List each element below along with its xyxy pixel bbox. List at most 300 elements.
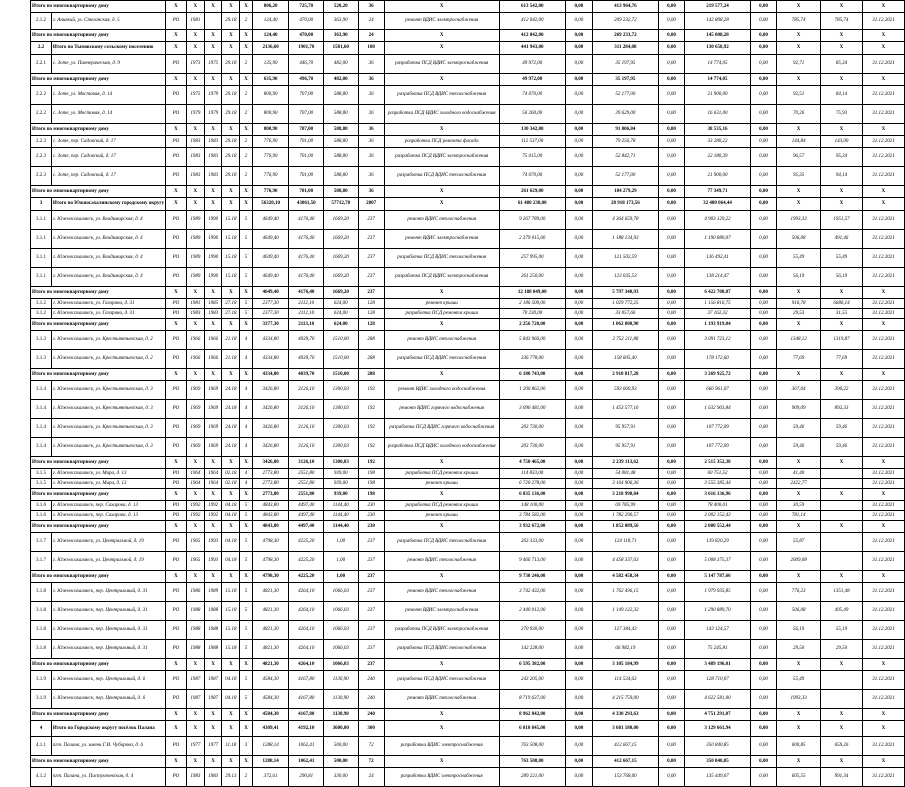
table-cell: 1130,90 xyxy=(323,671,358,690)
table-cell: 5 xyxy=(240,621,253,640)
table-cell: 29.18 xyxy=(222,136,240,148)
table-cell: 04.18 xyxy=(222,533,240,552)
table-cell: 1990 xyxy=(204,230,222,249)
table-cell: 588,80 xyxy=(323,136,358,148)
table-cell: г. Южносахалинск, пер. Центральный, д. 31 xyxy=(51,583,165,602)
table-row xyxy=(31,299,905,309)
table-cell: Итого по многоквартирному дому xyxy=(31,30,166,42)
table-cell: 0,00 xyxy=(750,571,776,583)
table-cell: 3 105 184,99 xyxy=(592,659,658,671)
table-row xyxy=(31,331,905,350)
table-cell: 0,00 xyxy=(565,186,592,198)
table-cell: X xyxy=(777,571,821,583)
table-cell: ремонт ВДИС теплоснабжения xyxy=(384,552,499,571)
table-cell: 482,00 xyxy=(323,74,358,86)
table-cell: 0,00 xyxy=(565,479,592,489)
table-cell: г. Южносахалинск, пер. Центральный, д. 31 xyxy=(51,640,165,659)
table-cell: ремонт крыши xyxy=(384,299,499,309)
table-cell: 4584,30 xyxy=(252,690,289,709)
table-cell: 506,08 xyxy=(777,602,821,621)
table-cell: 0,00 xyxy=(750,709,776,721)
table-cell: 142 228,00 xyxy=(499,640,565,659)
table-cell: 0,00 xyxy=(750,148,776,167)
table-cell: 0,00 xyxy=(658,479,684,489)
table-cell: X xyxy=(821,319,863,331)
table-cell: 2.2.3 xyxy=(31,148,52,167)
table-cell: 9 267 789,00 xyxy=(499,211,565,230)
table-row xyxy=(31,489,905,501)
table-cell: 0,00 xyxy=(658,400,684,419)
table-cell: РО xyxy=(166,552,187,571)
table-cell: РО xyxy=(166,211,187,230)
table-cell: 1966 xyxy=(186,350,204,369)
table-cell: разработка ПСД ВДИС холодного водоснабжения xyxy=(384,438,499,457)
table-cell: 04.18 xyxy=(222,690,240,709)
table-cell: X xyxy=(204,287,222,299)
table-cell: 1 156 816,75 xyxy=(685,299,751,309)
table-cell: 3.1.6 xyxy=(31,501,52,511)
table-cell: разработка ПСД ВДИС теплоснабжения xyxy=(384,167,499,186)
table-cell: 1983 xyxy=(204,309,222,319)
table-cell: 0,00 xyxy=(658,249,684,268)
table-cell: 1964 xyxy=(186,479,204,489)
table-cell: 0,00 xyxy=(565,489,592,501)
table-cell: 0,00 xyxy=(750,381,776,400)
table-cell: 95,34 xyxy=(821,148,863,167)
table-cell: 2 440 012,00 xyxy=(499,602,565,621)
table-cell: 1983 xyxy=(186,148,204,167)
table-row xyxy=(31,13,905,30)
table-cell: 0,00 xyxy=(750,602,776,621)
table-cell: X xyxy=(821,457,863,469)
table-cell: 0,00 xyxy=(658,309,684,319)
table-cell: 127 384,43 xyxy=(592,621,658,640)
table-cell: 56 260,00 xyxy=(499,105,565,124)
table-cell: 8 962 842,00 xyxy=(499,709,565,721)
table-cell: X xyxy=(777,457,821,469)
table-cell: ремонт ВДИС теплоснабжения xyxy=(384,583,499,602)
table-cell: 0,00 xyxy=(750,55,776,74)
table-cell: X xyxy=(166,659,187,671)
table-cell: 4 458 337,63 xyxy=(592,552,658,571)
table-cell: 55,49 xyxy=(777,249,821,268)
table-cell: 0,00 xyxy=(565,511,592,521)
table-cell: РО xyxy=(166,671,187,690)
table-cell: 130 658,92 xyxy=(685,42,751,55)
table-cell: 04.18 xyxy=(222,501,240,511)
table-cell: X xyxy=(862,756,904,768)
table-cell: 1510,00 xyxy=(323,369,358,381)
table-cell: с. Зоте, пер. Садовский, д. 17 xyxy=(51,167,165,186)
table-cell: 4 xyxy=(31,721,52,737)
table-cell: 1300,03 xyxy=(323,438,358,457)
table-cell: X xyxy=(186,489,204,501)
table-cell: разработка ПСД ремонта крыши xyxy=(384,309,499,319)
table-cell: 916,78 xyxy=(777,299,821,309)
table-cell: 2.2.2 xyxy=(31,86,52,105)
table-cell: X xyxy=(240,198,253,211)
table-cell: 3.1.9 xyxy=(31,690,52,709)
table-cell: 4 751 291,07 xyxy=(685,709,751,721)
table-cell: 1987 xyxy=(204,690,222,709)
table-cell: 2.2 xyxy=(31,42,52,55)
table-cell: с. Зоте, пер. Садовский, д. 17 xyxy=(51,136,165,148)
table-cell: ремонт ВДИС холодного водоснабжения xyxy=(384,381,499,400)
table-cell: 257 995,00 xyxy=(499,249,565,268)
table-row xyxy=(31,211,905,230)
table-cell: 806,20 xyxy=(252,1,289,13)
table-cell: 372,61 xyxy=(252,768,289,787)
table-cell: 1965 xyxy=(186,533,204,552)
table-cell: 1989 xyxy=(186,230,204,249)
table-cell: 311 284,08 xyxy=(592,42,658,55)
table-cell: Итого по многоквартирному дому xyxy=(31,369,166,381)
table-cell: 1062,41 xyxy=(289,737,324,756)
table-cell: 1669,20 xyxy=(323,268,358,287)
table-cell: 776,90 xyxy=(252,167,289,186)
table-cell: г. Южносахалинск, ул. Крестьянтьевская, д. 3 xyxy=(51,438,165,457)
table-cell: 135 449,07 xyxy=(685,768,751,787)
table-cell: X xyxy=(777,74,821,86)
table-cell: 4 xyxy=(240,438,253,457)
table-cell: 198 xyxy=(358,469,384,479)
table-row xyxy=(31,268,905,287)
table-cell: X xyxy=(166,721,187,737)
table-cell: 0,00 xyxy=(750,501,776,511)
table-cell: 3 784 582,00 xyxy=(499,511,565,521)
table-cell: X xyxy=(384,721,499,737)
table-cell: X xyxy=(204,186,222,198)
table-cell: X xyxy=(777,287,821,299)
table-cell: 3 489 196,01 xyxy=(685,659,751,671)
table-cell: разработка ПСД ремонта крыши xyxy=(384,469,499,479)
table-cell: РО xyxy=(166,419,187,438)
table-cell: ремонт крыши xyxy=(384,511,499,521)
table-cell: 237 xyxy=(358,249,384,268)
table-cell: X xyxy=(384,186,499,198)
table-cell: 128 xyxy=(358,309,384,319)
table-cell: 4843,80 xyxy=(252,521,289,533)
table-cell: 785,74 xyxy=(821,13,863,30)
table-cell: X xyxy=(821,186,863,198)
table-cell: г. Южносахалинск, пер. Центральный, д. 6 xyxy=(51,690,165,709)
table-cell: 3 129 661,94 xyxy=(685,721,751,737)
table-cell: РО xyxy=(166,400,187,419)
table-cell: 4334,80 xyxy=(252,369,289,381)
table-cell: 219 577,24 xyxy=(685,1,751,13)
table-cell: 776,23 xyxy=(777,583,821,602)
table-cell: 4176,40 xyxy=(289,230,324,249)
table-cell: 56320,10 xyxy=(252,198,289,211)
table-cell: X xyxy=(240,74,253,86)
table-cell: 1669,20 xyxy=(323,287,358,299)
table-cell: 4584,30 xyxy=(252,709,289,721)
table-cell: 1983 xyxy=(204,167,222,186)
table-cell: г. Южносахалинск, ул. Крестьянтьевская, д. 2 xyxy=(51,350,165,369)
table-cell: РО xyxy=(166,249,187,268)
table-cell: 0,00 xyxy=(658,511,684,521)
table-cell: 0,00 xyxy=(658,489,684,501)
table-cell: 75,93 xyxy=(821,105,863,124)
table-cell: 3.1.3 xyxy=(31,350,52,369)
table-cell: 4497,40 xyxy=(289,501,324,511)
table-cell: 470,00 xyxy=(289,30,324,42)
table-cell: 2 515 352,38 xyxy=(685,457,751,469)
table-cell: X xyxy=(204,74,222,86)
table-cell: 2 xyxy=(240,136,253,148)
table-cell: 0,00 xyxy=(658,42,684,55)
table-cell: 588,80 xyxy=(323,148,358,167)
table-cell: X xyxy=(166,571,187,583)
table-cell: X xyxy=(222,1,240,13)
table-cell: разработка ПСД ВДИС электроснабжения xyxy=(384,55,499,74)
table-cell: 75 245,81 xyxy=(685,640,751,659)
table-cell: 0,00 xyxy=(658,552,684,571)
table-cell: 192 xyxy=(358,438,384,457)
table-cell: Итого по Южносахалинскому городскому округу xyxy=(51,198,165,211)
table-cell: 0,00 xyxy=(658,521,684,533)
table-cell: 237 xyxy=(358,583,384,602)
table-cell: г. Южносахалинск, ул. Гагарина, д. 31 xyxy=(51,299,165,309)
table-cell: 15.18 xyxy=(222,640,240,659)
table-cell: 1992 xyxy=(186,501,204,511)
table-cell: 6 720 278,00 xyxy=(499,479,565,489)
table-cell: 939,00 xyxy=(323,489,358,501)
table-cell: 31.12.2021 xyxy=(862,690,904,709)
table-cell: 0,00 xyxy=(750,30,776,42)
table-cell: разработка ПСД ВДИС электроснабжения xyxy=(384,148,499,167)
table-cell: 2113,10 xyxy=(289,319,324,331)
table-cell: 0,00 xyxy=(658,319,684,331)
table-cell: 1993,33 xyxy=(777,690,821,709)
table-cell: X xyxy=(821,756,863,768)
table-row xyxy=(31,583,905,602)
table-cell: г. Южносахалинск, ул. Гагарина, д. 31 xyxy=(51,309,165,319)
table-cell: 350 840,85 xyxy=(685,756,751,768)
table-cell: X xyxy=(166,74,187,86)
table-cell: 0,00 xyxy=(565,737,592,756)
table-cell: 6 595 382,00 xyxy=(499,659,565,671)
table-cell: 2 186 500,00 xyxy=(499,299,565,309)
table-cell: 192 xyxy=(358,457,384,469)
table-cell: 0,00 xyxy=(658,211,684,230)
table-cell: 800,90 xyxy=(252,124,289,136)
table-cell: 363,90 xyxy=(323,13,358,30)
table-cell: 78 400,01 xyxy=(685,501,751,511)
table-cell: 3126,10 xyxy=(289,400,324,419)
table-cell: 1 062 800,90 xyxy=(592,319,658,331)
table-cell: X xyxy=(777,489,821,501)
table-cell: 1966 xyxy=(204,350,222,369)
table-cell: 1988 xyxy=(186,602,204,621)
table-cell: 31.12.2021 xyxy=(862,737,904,756)
table-cell: 5 xyxy=(240,602,253,621)
table-cell: 939,00 xyxy=(323,479,358,489)
table-cell: 0,00 xyxy=(658,469,684,479)
table-cell: 1989 xyxy=(186,268,204,287)
table-row xyxy=(31,756,905,768)
table-cell: 269 233,72 xyxy=(592,30,658,42)
table-cell: 0,00 xyxy=(750,469,776,479)
table-cell: г. Южносахалинск, ул. Центральной, д. 19 xyxy=(51,533,165,552)
table-cell: РО xyxy=(166,299,187,309)
table-cell: X xyxy=(777,42,821,55)
table-cell: 1993,33 xyxy=(777,211,821,230)
table-cell: 0,00 xyxy=(658,621,684,640)
table-cell: 0,00 xyxy=(750,400,776,419)
table-cell: 38 535,16 xyxy=(685,124,751,136)
table-cell: 1351,48 xyxy=(821,583,863,602)
table-cell: 14 774,05 xyxy=(685,74,751,86)
table-cell: 0,00 xyxy=(658,721,684,737)
table-cell: X xyxy=(384,756,499,768)
table-cell: 5 xyxy=(240,211,253,230)
table-cell: 0,00 xyxy=(565,249,592,268)
table-cell: 240 xyxy=(358,709,384,721)
table-cell: 0,00 xyxy=(658,671,684,690)
table-cell: 143,00 xyxy=(821,136,863,148)
table-cell: X xyxy=(222,571,240,583)
table-cell: 701,00 xyxy=(289,167,324,186)
table-cell: 5 797 340,93 xyxy=(592,287,658,299)
table-cell: 0,00 xyxy=(565,319,592,331)
table-cell: Итого по многоквартирному дому xyxy=(31,1,166,13)
table-cell: X xyxy=(222,186,240,198)
table-cell: X xyxy=(204,319,222,331)
table-cell: X xyxy=(204,721,222,737)
table-cell: 1989 xyxy=(204,583,222,602)
table-cell: X xyxy=(222,489,240,501)
table-cell: пгт. Палана, ул. имени Г.И. Чубарова, д. 6 xyxy=(51,737,165,756)
table-cell: 3 681 180,00 xyxy=(592,721,658,737)
table-cell: X xyxy=(240,457,253,469)
table-cell: 4 xyxy=(240,400,253,419)
table-cell: 0,00 xyxy=(565,136,592,148)
table-cell: 24.18 xyxy=(222,438,240,457)
table-cell: X xyxy=(777,521,821,533)
table-cell: 0,00 xyxy=(565,709,592,721)
table-cell: 4821,30 xyxy=(252,640,289,659)
table-cell: 2 xyxy=(240,55,253,74)
table-cell: 4334,80 xyxy=(252,331,289,350)
table-cell: X xyxy=(240,489,253,501)
table-cell: X xyxy=(384,124,499,136)
table-cell: 0,00 xyxy=(658,86,684,105)
table-cell: 237 xyxy=(358,602,384,621)
table-cell: 412 667,15 xyxy=(592,737,658,756)
table-cell: 124 118,71 xyxy=(592,533,658,552)
table-cell: 1992 xyxy=(186,511,204,521)
table-cell: 2 002 152,43 xyxy=(685,511,751,521)
table-cell: 35 197,95 xyxy=(592,74,658,86)
table-cell: 209 232,72 xyxy=(592,13,658,30)
table-cell: X xyxy=(186,198,204,211)
table-cell: 5 xyxy=(240,268,253,287)
table-cell: пгт. Палана, ул. Пастухочевская, д. 4 xyxy=(51,768,165,787)
table-cell: 21.18 xyxy=(222,331,240,350)
table-cell: 0,00 xyxy=(565,86,592,105)
table-cell: X xyxy=(384,709,499,721)
table-cell: 288 xyxy=(358,331,384,350)
table-cell: X xyxy=(862,489,904,501)
table-cell: разработка ПСД ВДИС электроснабжения xyxy=(384,621,499,640)
table-cell: 0,00 xyxy=(658,583,684,602)
table-cell: 3426,80 xyxy=(252,419,289,438)
table-cell: X xyxy=(204,30,222,42)
table-cell: X xyxy=(777,30,821,42)
table-row xyxy=(31,533,905,552)
table-cell: 1989 xyxy=(186,249,204,268)
table-cell: X xyxy=(862,721,904,737)
table-cell: 3126,10 xyxy=(289,457,324,469)
table-cell: г. Южносахалинск, ул. Владимирская, д. 4 xyxy=(51,230,165,249)
table-cell: 0,00 xyxy=(658,438,684,457)
table-cell: 2 xyxy=(240,768,253,787)
table-cell: 4497,40 xyxy=(289,511,324,521)
table-cell: 4821,30 xyxy=(252,659,289,671)
table-row xyxy=(31,249,905,268)
table-cell: 0,00 xyxy=(750,287,776,299)
table-cell: 0,00 xyxy=(565,369,592,381)
table-cell: 1300,03 xyxy=(323,457,358,469)
table-cell: 4821,30 xyxy=(252,602,289,621)
table-cell: 1985 xyxy=(204,299,222,309)
table-cell: X xyxy=(166,457,187,469)
table-cell: 3 932 672,00 xyxy=(499,521,565,533)
table-cell: 0,00 xyxy=(658,756,684,768)
table-cell: X xyxy=(166,42,187,55)
table-cell: РО xyxy=(166,105,187,124)
table-cell: 0,00 xyxy=(565,419,592,438)
table-cell: 22 180,39 xyxy=(685,148,751,167)
table-cell: 37 162,32 xyxy=(685,309,751,319)
table-cell: 0,00 xyxy=(658,381,684,400)
table-cell: 5 147 787,66 xyxy=(685,571,751,583)
table-cell: 4225,20 xyxy=(289,552,324,571)
table-cell: 77,69 xyxy=(777,350,821,369)
table-cell: 1969 xyxy=(204,438,222,457)
table-cell: 0,00 xyxy=(565,400,592,419)
table-cell: 77,69 xyxy=(821,350,863,369)
table-cell: 31.12.2021 xyxy=(862,331,904,350)
table-cell: 0,00 xyxy=(658,737,684,756)
table-cell: 43061,50 xyxy=(289,198,324,211)
table-cell: 3 xyxy=(31,198,52,211)
table-cell: 1983 xyxy=(204,136,222,148)
table-cell: 52 177,00 xyxy=(592,167,658,186)
table-cell: 75 015,00 xyxy=(499,148,565,167)
table-cell: 4 750 465,00 xyxy=(499,457,565,469)
table-cell: 1348,12 xyxy=(777,331,821,350)
table-cell: 15.18 xyxy=(222,268,240,287)
table-cell: 31.12.2021 xyxy=(862,268,904,287)
table-cell: 15.18 xyxy=(222,621,240,640)
table-cell: 5 xyxy=(240,690,253,709)
table-cell: 3126,10 xyxy=(289,419,324,438)
table-cell: 0,00 xyxy=(750,211,776,230)
table-cell: 0,00 xyxy=(565,198,592,211)
table-cell: 128 xyxy=(358,319,384,331)
table-cell: 3.1.8 xyxy=(31,583,52,602)
table-cell: 624,00 xyxy=(323,309,358,319)
table-cell: X xyxy=(821,659,863,671)
table-cell: 1 190 880,07 xyxy=(685,230,751,249)
table-cell: 29,53 xyxy=(777,309,821,319)
table-cell: 107 772,09 xyxy=(685,438,751,457)
table-cell: 600,85 xyxy=(777,737,821,756)
table-cell: 0,00 xyxy=(658,457,684,469)
table-cell: РО xyxy=(166,55,187,74)
